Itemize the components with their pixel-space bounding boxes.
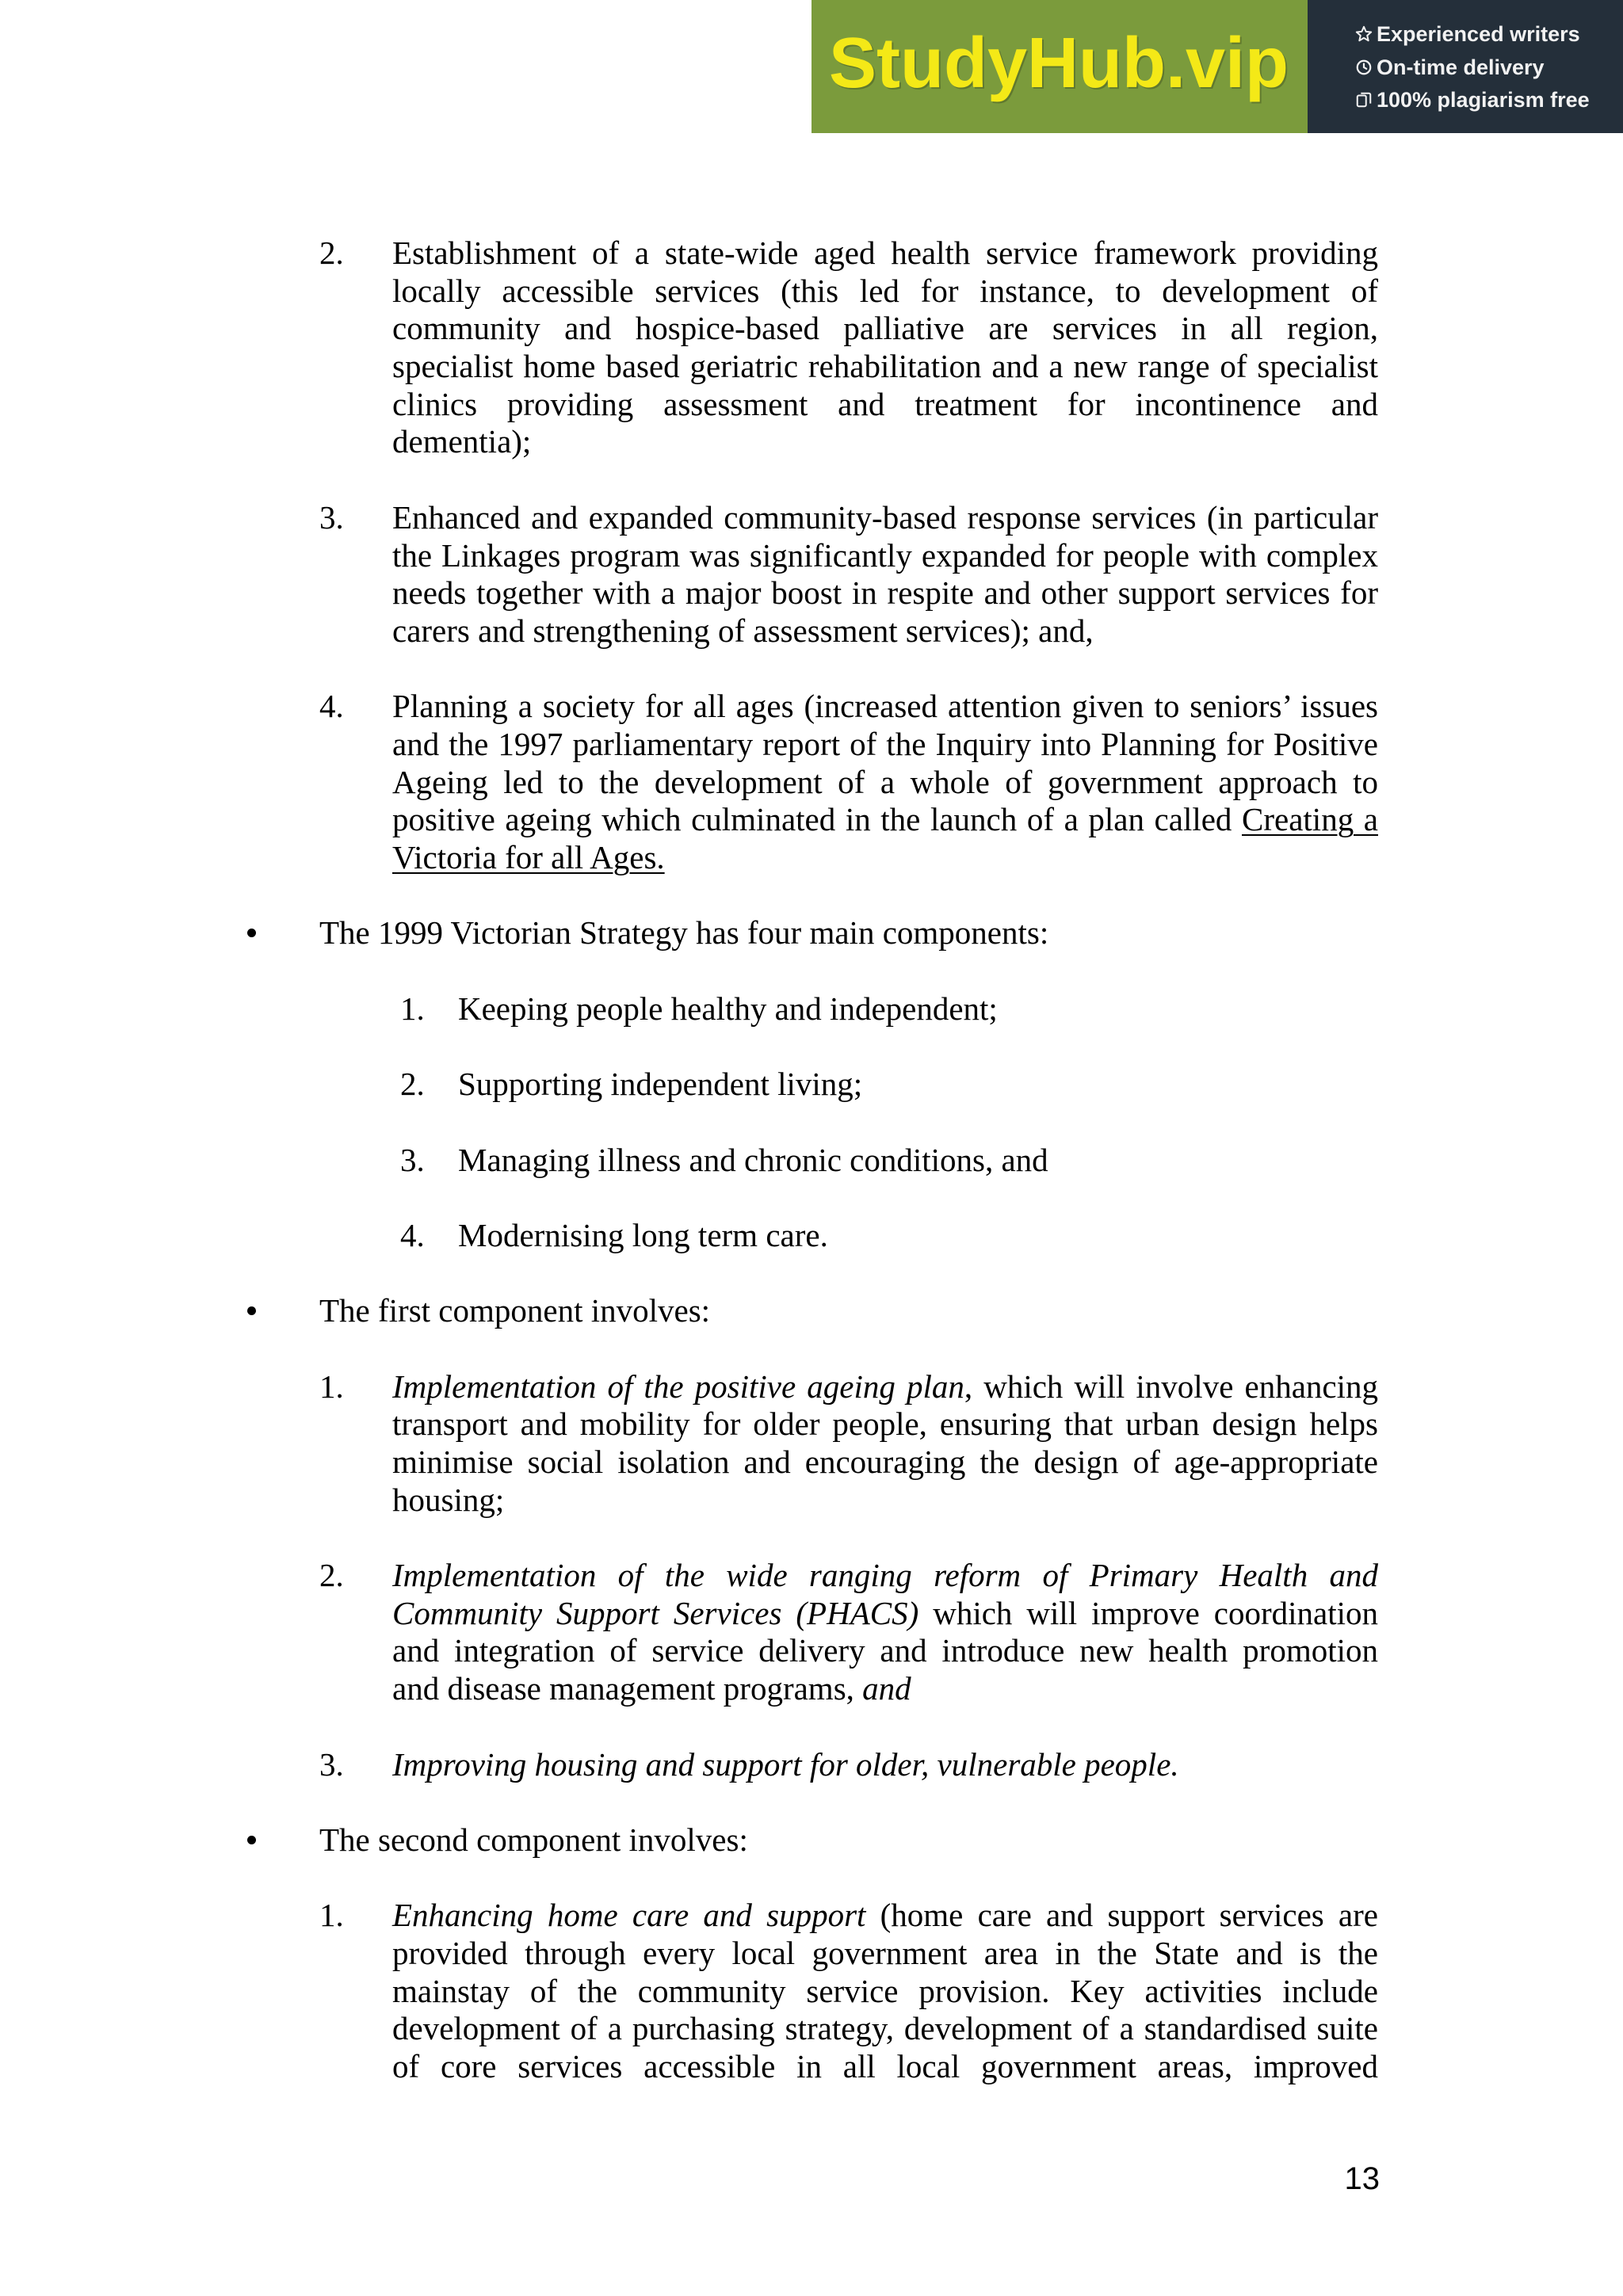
numbered-list-item [0,1368,1623,1520]
text-line: Planning a society for all ages (increased attention given to seniors’ issues [392,688,1378,725]
text-line: carers and strengthening of assessment services); and, [392,612,1094,649]
paragraph [458,990,1378,1028]
numbered-list-item [0,688,1623,876]
paragraph [392,688,1378,876]
paragraph [319,914,1378,952]
list-number: 2. [400,1066,425,1103]
text-line: Managing illness and chronic conditions, and [458,1141,1048,1178]
text-run: , which will involve enhancing [964,1367,1378,1405]
clock-icon [1355,59,1373,76]
sub-list-item [0,1142,1623,1180]
bullet-icon [247,1306,256,1315]
text-line: needs together with a major boost in respite and other support services for [392,574,1378,612]
underlined-text: Victoria for all Ages. [392,839,665,875]
text-line: The second component involves: [319,1821,748,1858]
sub-list-item [0,1217,1623,1255]
text-line: transport and mobility for older people, ensuring that urban design helps [392,1405,1378,1443]
text-run: and disease management programs, [392,1670,863,1707]
paragraph [392,1746,1378,1784]
text-line: minimise social isolation and encouraging the design of age-appropriate [392,1444,1378,1480]
text-line: development of a purchasing strategy, development of a standardised suite [392,2010,1378,2047]
text-line: Modernising long term care. [458,1216,828,1253]
text-line [392,839,1378,877]
paragraph [458,1066,1378,1104]
numbered-list-item [0,499,1623,650]
text-line: Supporting independent living; [458,1066,863,1103]
paragraph [458,1142,1378,1180]
bullet-icon [247,929,256,937]
feature-experienced-writers [1308,22,1623,46]
copy-icon [1355,91,1373,109]
text-line [392,1595,1378,1633]
italic-text: Implementation of the positive ageing plan [392,1367,964,1405]
list-number: 2. [319,235,344,271]
text-line: community and hospice-based palliative are services in all region, [392,310,1378,347]
italic-text: Improving housing and support for older, vulnerable people. [392,1745,1179,1783]
text-line [392,1368,1378,1406]
text-line: housing; [392,1481,505,1518]
paragraph [319,1292,1378,1330]
bullet-item [0,914,1623,952]
studyhub-banner [812,0,1308,133]
feature-label: On-time delivery [1377,55,1545,79]
list-number: 4. [319,688,344,725]
list-number: 3. [319,1745,344,1783]
paragraph [392,1368,1378,1520]
feature-label: 100% plagiarism free [1377,88,1590,112]
list-number: 4. [400,1216,425,1253]
text-line: Ageing led to the development of a whole of government approach to [392,763,1378,800]
numbered-list-item [0,1897,1623,2085]
feature-label: Experienced writers [1377,22,1580,46]
list-number: 1. [400,990,425,1027]
italic-text: Community Support Services (PHACS) [392,1594,919,1631]
list-number: 2. [319,1557,344,1594]
text-line: and the 1997 parliamentary report of the Inquiry into Planning for Positive [392,725,1378,762]
feature-on-time-delivery [1308,55,1623,79]
text-line [392,1670,1378,1708]
italic-text: Enhancing home care and support [392,1897,866,1934]
text-line: and integration of service delivery and introduce new health promotion [392,1632,1378,1669]
brand-logo-text: StudyHub.vip [829,24,1289,103]
paragraph [392,499,1378,650]
text-line: locally accessible services (this led for instance, to development of [392,272,1378,309]
list-number: 1. [319,1367,344,1405]
text-line [392,1746,1378,1784]
text-line: The first component involves: [319,1292,711,1329]
feature-plagiarism-free [1308,88,1623,112]
numbered-list-item [0,1746,1623,1784]
text-line: mainstay of the community service provision. Key activities include [392,1972,1378,2009]
page-number: 13 [1344,2161,1380,2196]
feature-panel [1308,0,1623,133]
paragraph [392,235,1378,461]
document-body [0,235,1623,2086]
paragraph [458,1217,1378,1255]
list-number: 3. [400,1141,425,1178]
text-line [392,801,1378,839]
text-line: provided through every local government area in the State and is the [392,1934,1378,1971]
numbered-list-item [0,1557,1623,1708]
text-line [392,1557,1378,1595]
text-line: specialist home based geriatric rehabilitation and a new range of specialist [392,348,1378,385]
paragraph [392,1897,1378,2085]
text-line: Establishment of a state-wide aged health service framework providing [392,235,1378,271]
italic-text: Implementation of the wide ranging reform of Primary Health and [392,1557,1378,1594]
sub-list-item [0,1066,1623,1104]
text-run: (home care and support services are [865,1897,1378,1934]
text-run: positive ageing which culminated in the launch of a plan called [392,801,1243,838]
list-number: 1. [319,1897,344,1934]
text-run: which will improve coordination [918,1594,1378,1631]
text-line: Keeping people healthy and independent; [458,990,998,1027]
text-line: dementia); [392,423,532,460]
bullet-item [0,1292,1623,1330]
underlined-text: Creating a [1242,801,1378,838]
paragraph [392,1557,1378,1708]
star-icon [1355,25,1373,43]
text-line: clinics providing assessment and treatment for incontinence and [392,385,1378,422]
text-line: Enhanced and expanded community-based response services (in particular [392,498,1378,536]
text-line [392,1897,1378,1935]
paragraph [319,1821,1378,1859]
text-line: of core services accessible in all local government areas, improved [392,2048,1378,2084]
numbered-list-item [0,235,1623,461]
text-line: the Linkages program was significantly expanded for people with complex [392,536,1378,574]
bullet-icon [247,1836,256,1844]
text-line: The 1999 Victorian Strategy has four main components: [319,914,1049,952]
bullet-item [0,1821,1623,1859]
list-number: 3. [319,498,344,536]
sub-list-item [0,990,1623,1028]
italic-text: and [862,1670,911,1707]
